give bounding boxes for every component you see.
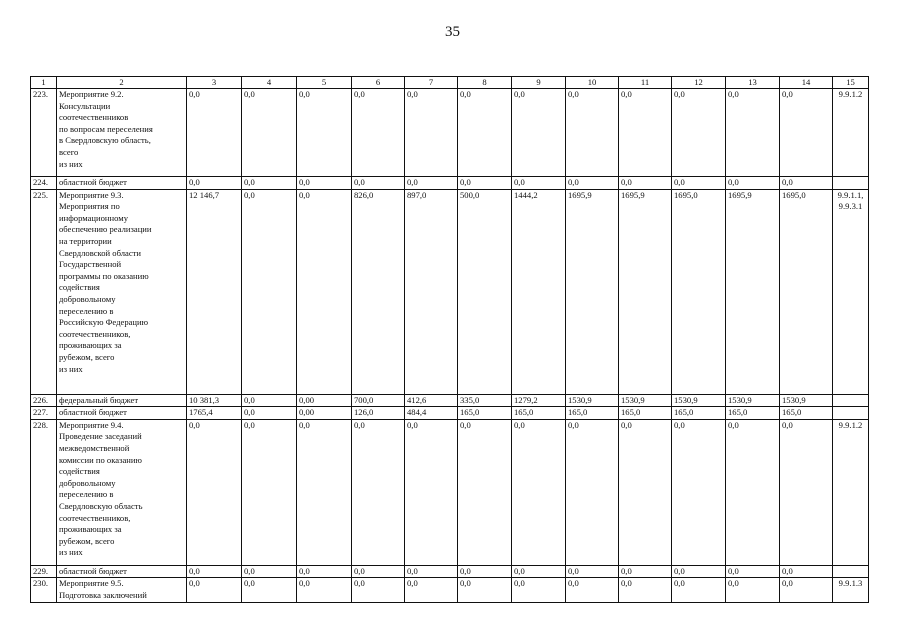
row-name: Мероприятие 9.4. Проведение заседаний межведомственной комиссии по оказанию содействия добровольному переселению в Свердловскую область соотечественников, проживающих за рубежом, всего из них (57, 419, 187, 565)
table-row (31, 419, 869, 565)
value-cell: 0,0 (352, 578, 405, 602)
value-cell: 1530,9 (726, 394, 780, 407)
row-number: 226. (31, 394, 57, 407)
header-cell: 10 (566, 77, 619, 89)
value-cell: 0,0 (405, 565, 458, 578)
value-cell: 0,0 (187, 419, 242, 565)
value-cell: 0,0 (405, 578, 458, 602)
row-number: 229. (31, 565, 57, 578)
header-cell: 3 (187, 77, 242, 89)
value-cell: 0,0 (458, 578, 512, 602)
value-cell: 0,0 (242, 578, 297, 602)
value-cell: 0,0 (780, 419, 833, 565)
value-cell: 0,0 (352, 89, 405, 177)
value-cell: 165,0 (780, 407, 833, 420)
value-cell: 0,0 (297, 578, 352, 602)
value-cell: 0,0 (352, 419, 405, 565)
value-cell: 0,0 (672, 565, 726, 578)
value-cell: 0,0 (242, 565, 297, 578)
value-cell: 0,0 (780, 565, 833, 578)
row-number: 230. (31, 578, 57, 602)
row-name: областной бюджет (57, 565, 187, 578)
table-body (31, 77, 869, 603)
value-cell: 0,0 (619, 89, 672, 177)
value-cell: 0,0 (242, 419, 297, 565)
header-cell: 7 (405, 77, 458, 89)
value-cell: 0,0 (242, 177, 297, 190)
value-cell: 0,0 (566, 565, 619, 578)
row-name: областной бюджет (57, 407, 187, 420)
table-row (31, 565, 869, 578)
row-number: 224. (31, 177, 57, 190)
value-cell: 0,0 (780, 578, 833, 602)
value-cell: 335,0 (458, 394, 512, 407)
value-cell: 0,0 (672, 419, 726, 565)
value-cell: 0,0 (619, 419, 672, 565)
value-cell: 0,0 (297, 189, 352, 394)
value-cell: 0,0 (512, 578, 566, 602)
value-cell: 0,0 (619, 578, 672, 602)
table-row (31, 578, 869, 602)
value-cell: 0,0 (512, 177, 566, 190)
value-cell: 0,0 (187, 89, 242, 177)
row-name: Мероприятие 9.2. Консультации соотечественников по вопросам переселения в Свердловскую область, всего из них (57, 89, 187, 177)
value-cell: 0,0 (726, 177, 780, 190)
value-cell: 165,0 (726, 407, 780, 420)
row-number: 227. (31, 407, 57, 420)
table-row (31, 89, 869, 177)
value-cell: 412,6 (405, 394, 458, 407)
table-row (31, 394, 869, 407)
value-cell: 1279,2 (512, 394, 566, 407)
row-number: 223. (31, 89, 57, 177)
value-cell: 0,0 (566, 578, 619, 602)
value-cell: 10 381,3 (187, 394, 242, 407)
value-cell: 0,0 (187, 578, 242, 602)
header-cell: 12 (672, 77, 726, 89)
value-cell: 0,0 (297, 177, 352, 190)
value-cell: 0,0 (458, 565, 512, 578)
row-name: областной бюджет (57, 177, 187, 190)
value-cell: 0,0 (512, 565, 566, 578)
value-cell: 0,0 (726, 578, 780, 602)
header-cell: 6 (352, 77, 405, 89)
value-cell: 0,0 (672, 89, 726, 177)
header-cell: 8 (458, 77, 512, 89)
header-cell: 15 (833, 77, 869, 89)
value-cell: 0,0 (297, 419, 352, 565)
value-cell: 0,0 (352, 177, 405, 190)
page-number: 35 (445, 24, 460, 40)
target-ref: 9.9.1.3 (833, 578, 869, 602)
value-cell: 1695,0 (780, 189, 833, 394)
value-cell: 0,0 (242, 407, 297, 420)
value-cell: 0,0 (566, 89, 619, 177)
header-row (31, 77, 869, 89)
value-cell: 0,0 (242, 394, 297, 407)
header-cell: 14 (780, 77, 833, 89)
value-cell: 12 146,7 (187, 189, 242, 394)
header-cell: 9 (512, 77, 566, 89)
header-cell: 1 (31, 77, 57, 89)
value-cell: 0,0 (512, 89, 566, 177)
value-cell: 0,0 (726, 89, 780, 177)
value-cell: 0,0 (458, 89, 512, 177)
value-cell: 0,0 (242, 89, 297, 177)
target-ref (833, 394, 869, 407)
value-cell: 0,0 (187, 565, 242, 578)
header-cell: 11 (619, 77, 672, 89)
budget-table (30, 76, 869, 603)
value-cell: 500,0 (458, 189, 512, 394)
value-cell: 0,0 (458, 177, 512, 190)
target-ref (833, 565, 869, 578)
value-cell: 0,0 (242, 189, 297, 394)
value-cell: 0,0 (512, 419, 566, 565)
value-cell: 0,00 (297, 407, 352, 420)
target-ref: 9.9.1.1, 9.9.3.1 (833, 189, 869, 394)
header-cell: 13 (726, 77, 780, 89)
row-name: Мероприятие 9.5. Подготовка заключений (57, 578, 187, 602)
value-cell: 1530,9 (619, 394, 672, 407)
value-cell: 0,0 (566, 419, 619, 565)
value-cell: 165,0 (566, 407, 619, 420)
table-row (31, 177, 869, 190)
value-cell: 0,0 (672, 578, 726, 602)
value-cell: 1765,4 (187, 407, 242, 420)
header-cell: 4 (242, 77, 297, 89)
value-cell: 0,0 (780, 177, 833, 190)
value-cell: 0,0 (458, 419, 512, 565)
value-cell: 0,0 (405, 177, 458, 190)
value-cell: 1530,9 (566, 394, 619, 407)
value-cell: 0,0 (405, 89, 458, 177)
table-row (31, 189, 869, 394)
value-cell: 1530,9 (672, 394, 726, 407)
value-cell: 0,0 (726, 419, 780, 565)
value-cell: 0,0 (187, 177, 242, 190)
row-number: 225. (31, 189, 57, 394)
target-ref (833, 407, 869, 420)
header-cell: 5 (297, 77, 352, 89)
value-cell: 1695,0 (672, 189, 726, 394)
value-cell: 0,0 (619, 177, 672, 190)
row-name: федеральный бюджет (57, 394, 187, 407)
value-cell: 1444,2 (512, 189, 566, 394)
value-cell: 1695,9 (726, 189, 780, 394)
target-ref: 9.9.1.2 (833, 89, 869, 177)
value-cell: 826,0 (352, 189, 405, 394)
target-ref (833, 177, 869, 190)
value-cell: 165,0 (512, 407, 566, 420)
value-cell: 700,0 (352, 394, 405, 407)
value-cell: 0,0 (672, 177, 726, 190)
value-cell: 0,0 (297, 89, 352, 177)
target-ref: 9.9.1.2 (833, 419, 869, 565)
value-cell: 1695,9 (566, 189, 619, 394)
value-cell: 0,0 (297, 565, 352, 578)
value-cell: 0,00 (297, 394, 352, 407)
value-cell: 165,0 (619, 407, 672, 420)
value-cell: 0,0 (726, 565, 780, 578)
value-cell: 0,0 (352, 565, 405, 578)
value-cell: 0,0 (405, 419, 458, 565)
value-cell: 126,0 (352, 407, 405, 420)
row-number: 228. (31, 419, 57, 565)
header-cell: 2 (57, 77, 187, 89)
value-cell: 0,0 (619, 565, 672, 578)
value-cell: 897,0 (405, 189, 458, 394)
value-cell: 1695,9 (619, 189, 672, 394)
value-cell: 1530,9 (780, 394, 833, 407)
value-cell: 484,4 (405, 407, 458, 420)
row-name: Мероприятие 9.3. Мероприятия по информационному обеспечению реализации на территории Свердловской области Государственной программы по оказанию содействия добровольному переселению в Российскую Федерацию соотечественников, проживающих за рубежом, всего из них (57, 189, 187, 394)
value-cell: 0,0 (566, 177, 619, 190)
value-cell: 0,0 (780, 89, 833, 177)
value-cell: 165,0 (458, 407, 512, 420)
table-row (31, 407, 869, 420)
value-cell: 165,0 (672, 407, 726, 420)
